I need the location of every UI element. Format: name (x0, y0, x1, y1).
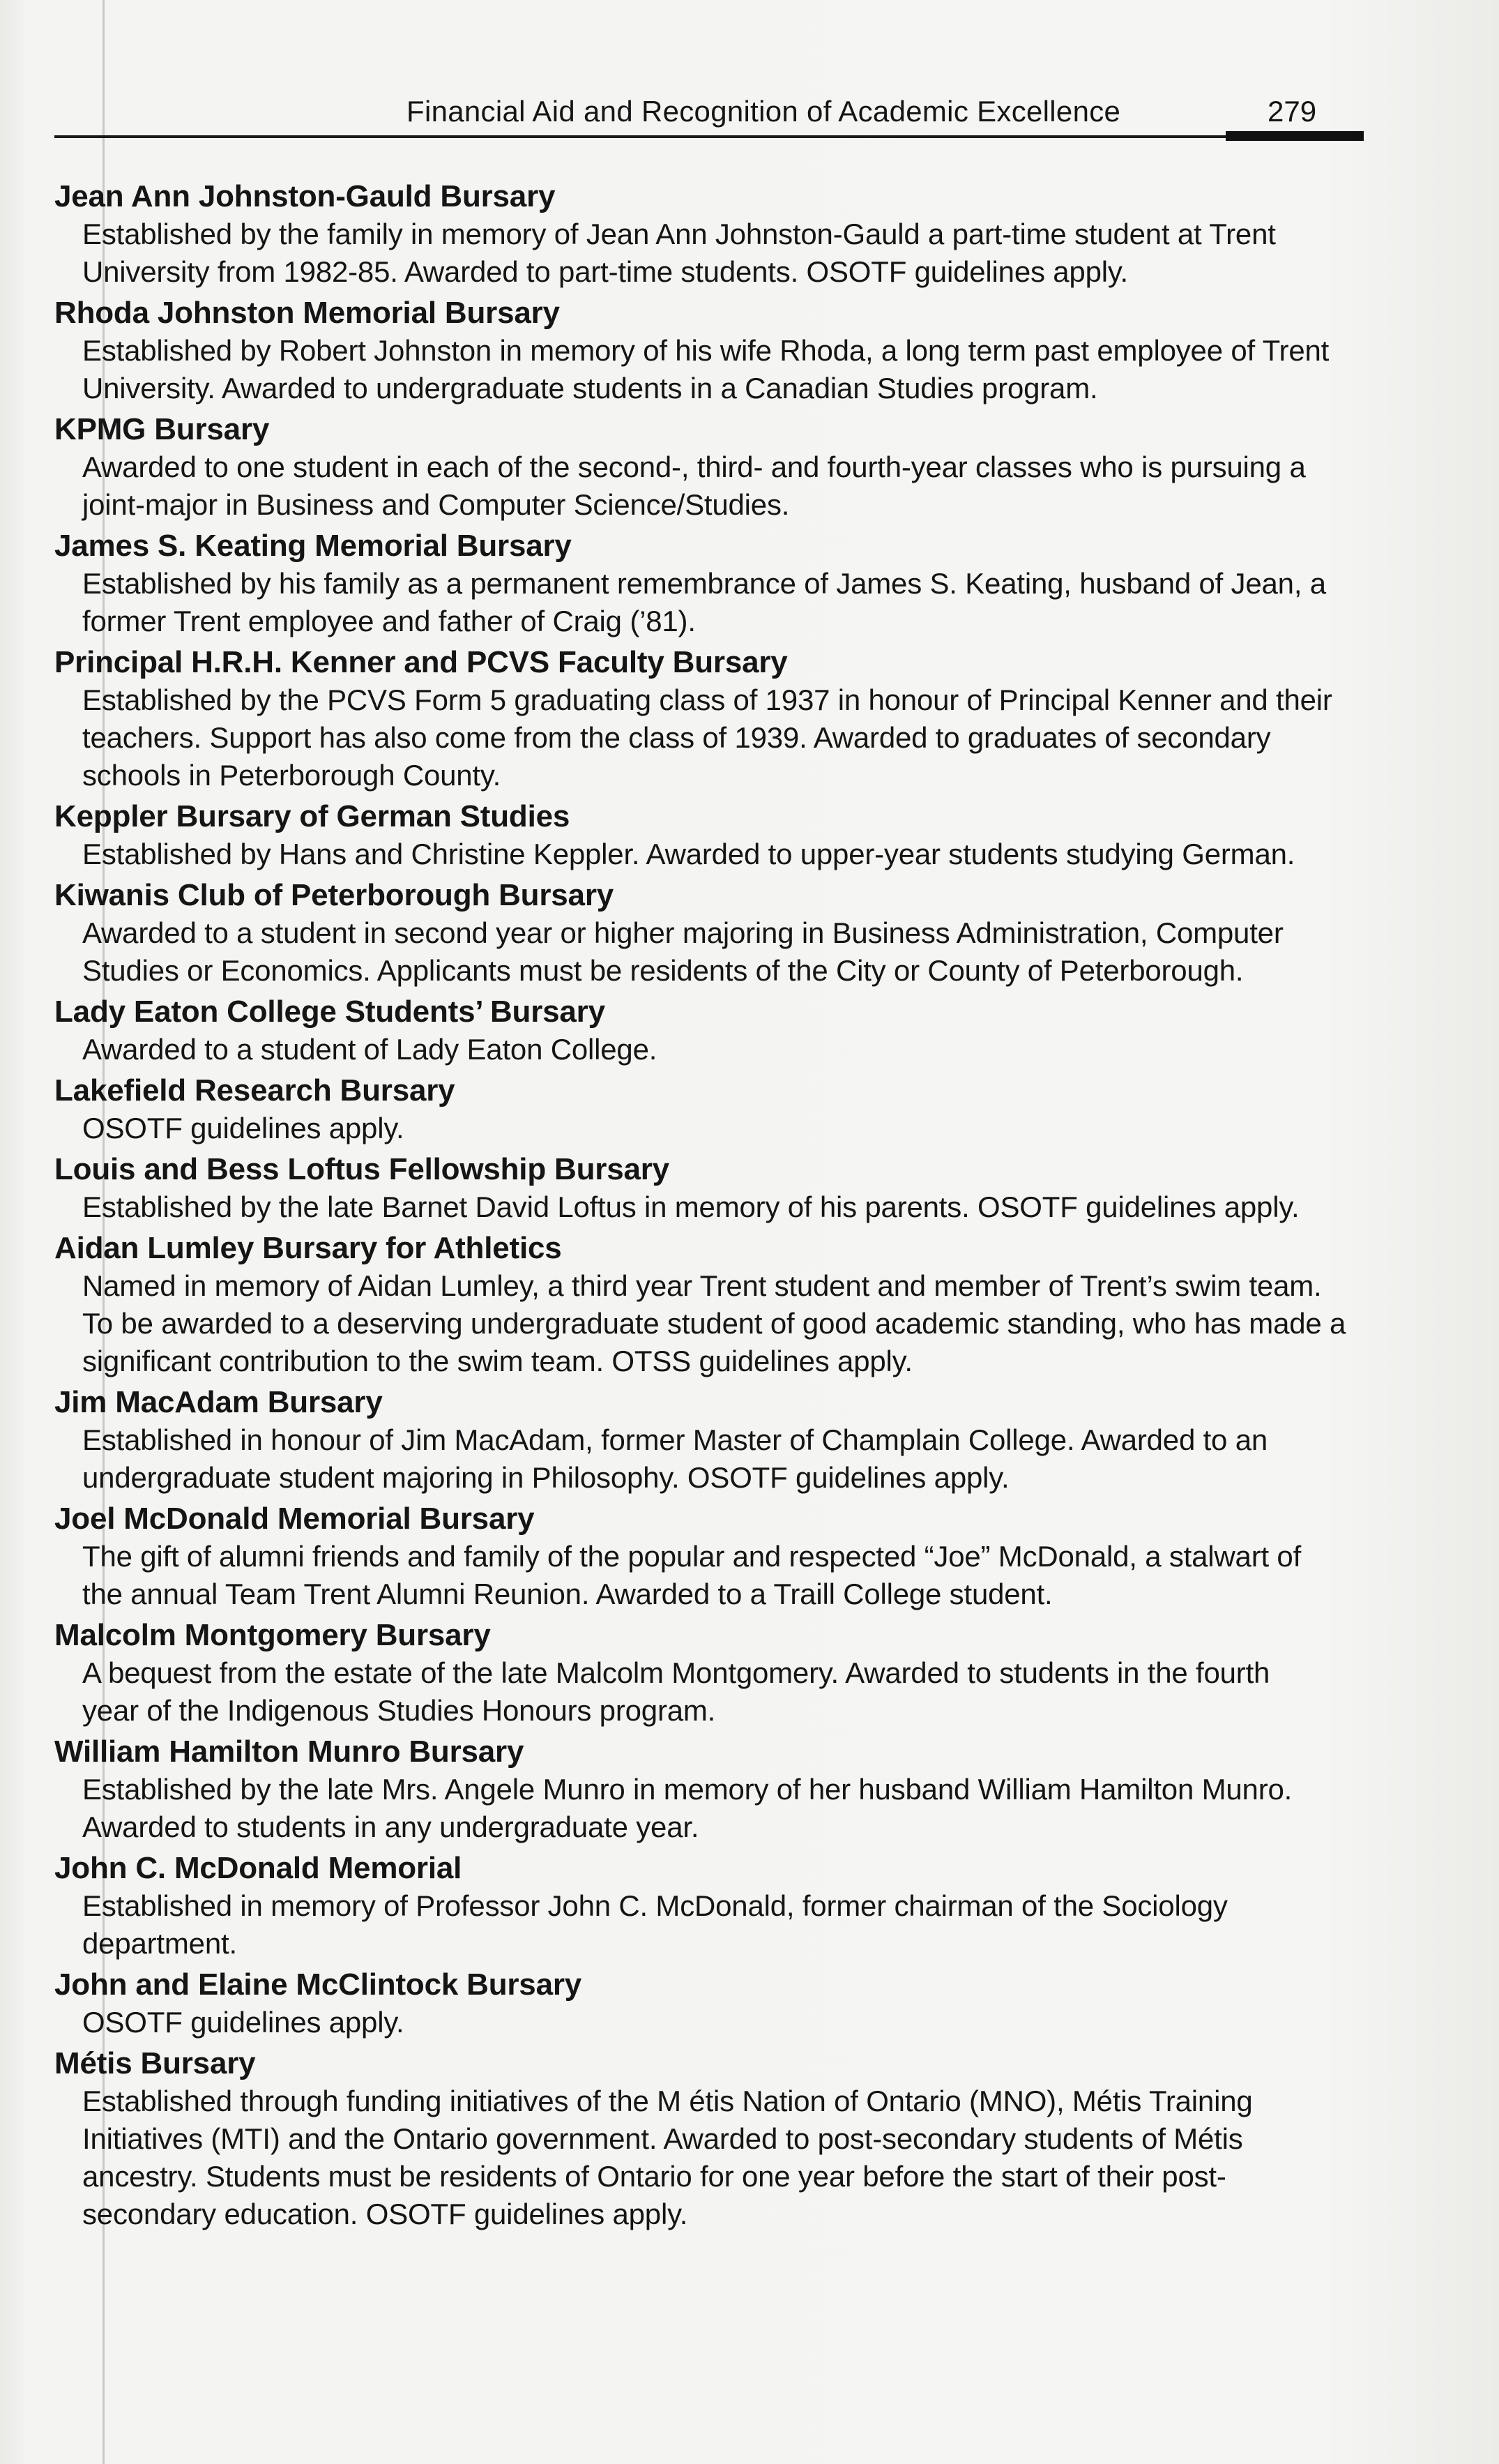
bursary-entry (54, 1500, 1372, 1613)
bursary-title: Lakefield Research Bursary (54, 1073, 455, 1108)
bursary-title: James S. Keating Memorial Bursary (54, 529, 572, 563)
bursary-title: Keppler Bursary of German Studies (54, 799, 570, 833)
page-number: 279 (1268, 95, 1317, 128)
bursary-title: John C. McDonald Memorial (54, 1851, 462, 1885)
bursary-description-line: Established by the late Barnet David Loftus in memory of his parents. OSOTF guidelines apply. (82, 1191, 1300, 1223)
bursary-title: John and Elaine McClintock Bursary (54, 1967, 582, 2002)
bursary-title: Louis and Bess Loftus Fellowship Bursary (54, 1152, 669, 1186)
bursary-entry (54, 411, 1372, 524)
bursary-description-line: Established by Robert Johnston in memory of his wife Rhoda, a long term past employee of Trent (82, 334, 1330, 367)
bursary-description-line: secondary education. OSOTF guidelines apply. (82, 2198, 688, 2230)
bursary-description-line: Established by Hans and Christine Keppler. Awarded to upper-year students studying German. (82, 838, 1295, 870)
bursary-description-line: Established by the PCVS Form 5 graduating class of 1937 in honour of Principal Kenner and their (82, 683, 1332, 716)
bursary-description-line: Established in honour of Jim MacAdam, former Master of Champlain College. Awarded to an (82, 1423, 1268, 1456)
bursary-title: Lady Eaton College Students’ Bursary (54, 995, 605, 1029)
bursary-description-line: year of the Indigenous Studies Honours program. (82, 1694, 716, 1727)
bursary-description-line: Established in memory of Professor John C. McDonald, former chairman of the Sociology (82, 1889, 1228, 1922)
bursary-entry (54, 798, 1372, 873)
bursary-entry (54, 294, 1372, 407)
bursary-list (54, 178, 1372, 2237)
bursary-description-line: Initiatives (MTI) and the Ontario government. Awarded to post-secondary students of Métis (82, 2122, 1243, 2155)
bursary-title: Métis Bursary (54, 2046, 256, 2080)
bursary-title: Malcolm Montgomery Bursary (54, 1618, 491, 1652)
bursary-title: Kiwanis Club of Peterborough Bursary (54, 878, 614, 912)
bursary-description-line: Awarded to students in any undergraduate year. (82, 1811, 699, 1843)
bursary-description-line: Established by his family as a permanent remembrance of James S. Keating, husband of Jean, a (82, 567, 1326, 600)
bursary-entry (54, 877, 1372, 990)
bursary-description-line: Established through funding initiatives of the M étis Nation of Ontario (MNO), Métis Training (82, 2085, 1253, 2117)
bursary-entry (54, 1151, 1372, 1226)
bursary-description-line: the annual Team Trent Alumni Reunion. Awarded to a Traill College student. (82, 1578, 1053, 1610)
bursary-description-line: former Trent employee and father of Craig (’81). (82, 605, 696, 637)
bursary-description-line: Awarded to a student in second year or higher majoring in Business Administration, Computer (82, 916, 1284, 949)
bursary-entry (54, 2045, 1372, 2233)
bursary-entry (54, 1733, 1372, 1846)
bursary-description-line: Awarded to a student of Lady Eaton College. (82, 1033, 657, 1066)
bursary-description-line: Established by the family in memory of Jean Ann Johnston-Gauld a part-time student at Trent (82, 218, 1276, 250)
bursary-entry (54, 1072, 1372, 1147)
bursary-title: Rhoda Johnston Memorial Bursary (54, 296, 560, 330)
bursary-description-line: Studies or Economics. Applicants must be residents of the City or County of Peterborough. (82, 954, 1244, 987)
header-rule (54, 135, 1364, 138)
bursary-entry (54, 1850, 1372, 1963)
bursary-description-line: OSOTF guidelines apply. (82, 1112, 404, 1144)
bursary-entry (54, 1230, 1372, 1380)
bursary-title: William Hamilton Munro Bursary (54, 1734, 524, 1769)
bursary-description-line: OSOTF guidelines apply. (82, 2006, 404, 2039)
bursary-entry (54, 527, 1372, 640)
running-header-title: Financial Aid and Recognition of Academic Excellence (406, 95, 1121, 128)
bursary-description-line: significant contribution to the swim team. OTSS guidelines apply. (82, 1345, 913, 1377)
bursary-description-line: University. Awarded to undergraduate students in a Canadian Studies program. (82, 372, 1098, 405)
bursary-title: Principal H.R.H. Kenner and PCVS Faculty Bursary (54, 645, 788, 679)
bursary-description-line: ancestry. Students must be residents of Ontario for one year before the start of their post- (82, 2160, 1226, 2193)
bursary-entry (54, 1384, 1372, 1497)
bursary-description-line: Established by the late Mrs. Angele Munro in memory of her husband William Hamilton Munro. (82, 1773, 1293, 1806)
bursary-entry (54, 644, 1372, 794)
bursary-description-line: schools in Peterborough County. (82, 759, 501, 792)
bursary-title: Jean Ann Johnston-Gauld Bursary (54, 179, 556, 213)
bursary-description-line: joint-major in Business and Computer Science/Studies. (82, 488, 790, 521)
bursary-title: Jim MacAdam Bursary (54, 1385, 383, 1419)
bursary-title: Joel McDonald Memorial Bursary (54, 1502, 535, 1536)
bursary-description-line: undergraduate student majoring in Philosophy. OSOTF guidelines apply. (82, 1461, 1010, 1494)
bursary-entry (54, 1966, 1372, 2041)
bursary-description-line: The gift of alumni friends and family of the popular and respected “Joe” McDonald, a stalwart of (82, 1540, 1302, 1573)
page-header (54, 89, 1364, 145)
bursary-description-line: teachers. Support has also come from the class of 1939. Awarded to graduates of secondary (82, 721, 1271, 754)
bursary-title: KPMG Bursary (54, 412, 270, 446)
bursary-entry (54, 178, 1372, 291)
bursary-description-line: A bequest from the estate of the late Malcolm Montgomery. Awarded to students in the fourth (82, 1656, 1270, 1689)
bursary-description-line: To be awarded to a deserving undergraduate student of good academic standing, who has made a (82, 1307, 1346, 1340)
bursary-entry (54, 993, 1372, 1068)
bursary-title: Aidan Lumley Bursary for Athletics (54, 1231, 562, 1265)
bursary-entry (54, 1617, 1372, 1730)
header-bar (1226, 131, 1364, 141)
bursary-description-line: University from 1982-85. Awarded to part-time students. OSOTF guidelines apply. (82, 255, 1129, 288)
bursary-description-line: department. (82, 1927, 237, 1960)
bursary-description-line: Awarded to one student in each of the second-, third- and fourth-year classes who is pursuing a (82, 451, 1306, 483)
bursary-description-line: Named in memory of Aidan Lumley, a third year Trent student and member of Trent’s swim team. (82, 1269, 1322, 1302)
